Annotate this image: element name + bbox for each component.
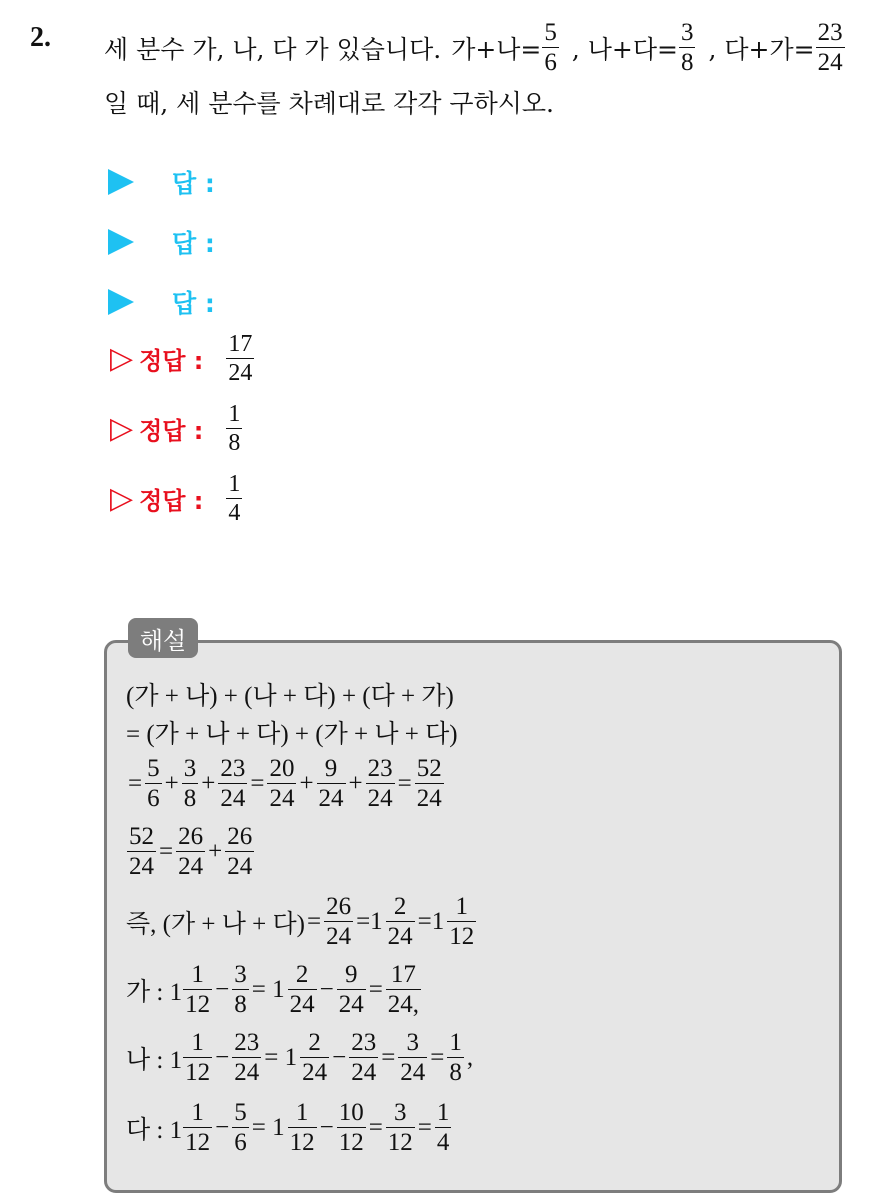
- answer-row-1: [108, 164, 215, 200]
- solution-row-1: [110, 332, 255, 385]
- problem-intro-text: 세 분수 가, 나, 다 가 있습니다.: [104, 34, 442, 64]
- fraction: $\frac{23}{24}$: [220, 755, 246, 812]
- explanation-line-6-prefix: 가 : 1: [126, 978, 183, 1006]
- explanation-line-5-prefix: 즉, (가 + 나 + 다): [126, 910, 305, 938]
- fraction: $\frac{10}{12}$: [338, 1099, 364, 1156]
- fraction: $\frac{2}{24}$: [302, 1029, 328, 1086]
- solution-label: 정답 :: [139, 487, 204, 515]
- fraction: $\frac{1}{12}$: [185, 961, 211, 1018]
- fraction: $\frac{3}{8}$: [183, 755, 197, 812]
- fraction: $\frac{23}{24}$: [367, 755, 393, 812]
- solution-row-3: [110, 472, 243, 525]
- fraction: $\frac{26}{24}$: [178, 823, 204, 880]
- solution-fraction: $\frac{1}{4}$: [228, 471, 241, 526]
- outline-triangle-icon: ▷: [110, 340, 134, 376]
- fraction: $\frac{52}{24}$: [129, 823, 154, 880]
- explanation-line-3: = $\frac{5}{6}$ + $\frac{3}{8}$ + $\frac{23}{24}$ = $\frac{20}{24}$ + $\frac{9}{24}$ + $\frac{23}{24}$ = $\frac{52}{24}$: [128, 755, 442, 812]
- fraction-23-24: $\frac{23}{24}$: [817, 19, 843, 76]
- fraction: $\frac{2}{24}$: [387, 893, 413, 950]
- play-arrow-icon: [108, 289, 134, 315]
- eq2-prefix: , 나+다=: [571, 34, 678, 64]
- fraction: $\frac{3}{24}$: [400, 1029, 426, 1086]
- explanation-line-7: 나 : 1 $\frac{1}{12}$ − $\frac{23}{24}$ = 1 $\frac{2}{24}$ − $\frac{23}{24}$ = $\frac{3}{24}$ = $\frac{1}{8}$ ,: [126, 1029, 474, 1086]
- outline-triangle-icon: ▷: [110, 480, 134, 516]
- explanation-line-8: 다 : 1 $\frac{1}{12}$ − $\frac{5}{6}$ = 1 $\frac{1}{12}$ − $\frac{10}{12}$ = $\frac{3}{12}$ = $\frac{1}{4}$: [126, 1099, 450, 1156]
- explanation-line-6: 가 : 1 $\frac{1}{12}$ − $\frac{3}{8}$ = 1 $\frac{2}{24}$ − $\frac{9}{24}$ = $\frac{17}{24,}$: [126, 961, 420, 1018]
- fraction: $\frac{1}{12}$: [185, 1099, 211, 1156]
- explanation-line-5: 즉, (가 + 나 + 다) = $\frac{26}{24}$ =1 $\frac{2}{24}$ =1 $\frac{1}{12}$: [126, 893, 475, 950]
- answer-label: 답 :: [172, 169, 215, 198]
- answer-row-3: [108, 284, 215, 320]
- problem-line-1: [104, 20, 846, 75]
- answer-label: 답 :: [172, 289, 215, 318]
- eq3-prefix: , 다+가=: [708, 34, 815, 64]
- fraction: $\frac{9}{24}$: [338, 961, 364, 1018]
- answer-label: 답 :: [172, 229, 215, 258]
- explanation-line-8-prefix: 다 : 1: [126, 1116, 183, 1144]
- eq1-prefix: 가+나=: [451, 34, 542, 64]
- play-arrow-icon: [108, 169, 134, 195]
- question-number: 2.: [30, 22, 51, 53]
- fraction: $\frac{1}{12}$: [289, 1099, 315, 1156]
- problem-line-2: 일 때, 세 분수를 차례대로 각각 구하시오.: [104, 89, 554, 118]
- fraction: $\frac{23}{24}$: [351, 1029, 377, 1086]
- fraction: $\frac{1}{12}$: [449, 893, 475, 950]
- fraction: $\frac{17}{24,}$: [387, 961, 420, 1018]
- outline-triangle-icon: ▷: [110, 410, 134, 446]
- explanation-line-2: = (가 + 나 + 다) + (가 + 나 + 다): [126, 721, 458, 748]
- fraction: $\frac{3}{12}$: [387, 1099, 413, 1156]
- solution-fraction: $\frac{17}{24}$: [228, 331, 253, 386]
- play-arrow-icon: [108, 229, 134, 255]
- fraction-3-8: $\frac{3}{8}$: [680, 19, 694, 76]
- solution-row-2: [110, 402, 243, 455]
- explanation-line-4: $\frac{52}{24}$ = $\frac{26}{24}$ + $\frac{26}{24}$: [129, 823, 253, 880]
- fraction: $\frac{26}{24}$: [326, 893, 352, 950]
- fraction: $\frac{20}{24}$: [269, 755, 295, 812]
- solution-fraction: $\frac{1}{8}$: [228, 401, 241, 456]
- answer-row-2: [108, 224, 215, 260]
- fraction: $\frac{1}{8}$: [449, 1029, 462, 1086]
- solution-label: 정답 :: [139, 347, 204, 375]
- fraction: $\frac{5}{6}$: [147, 755, 160, 812]
- explanation-line-7-prefix: 나 : 1: [126, 1046, 183, 1074]
- fraction: $\frac{1}{4}$: [436, 1099, 450, 1156]
- explanation-line-1: (가 + 나) + (나 + 다) + (다 + 가): [126, 683, 454, 710]
- solution-label: 정답 :: [139, 417, 204, 445]
- fraction: $\frac{26}{24}$: [227, 823, 253, 880]
- fraction-5-6: $\frac{5}{6}$: [544, 19, 557, 76]
- fraction: $\frac{9}{24}$: [318, 755, 344, 812]
- fraction: $\frac{2}{24}$: [289, 961, 315, 1018]
- fraction: $\frac{5}{6}$: [234, 1099, 247, 1156]
- explanation-tag: 해설: [128, 618, 198, 658]
- fraction: $\frac{23}{24}$: [234, 1029, 260, 1086]
- fraction: $\frac{3}{8}$: [234, 961, 247, 1018]
- fraction: $\frac{52}{24}$: [416, 755, 442, 812]
- fraction: $\frac{1}{12}$: [185, 1029, 211, 1086]
